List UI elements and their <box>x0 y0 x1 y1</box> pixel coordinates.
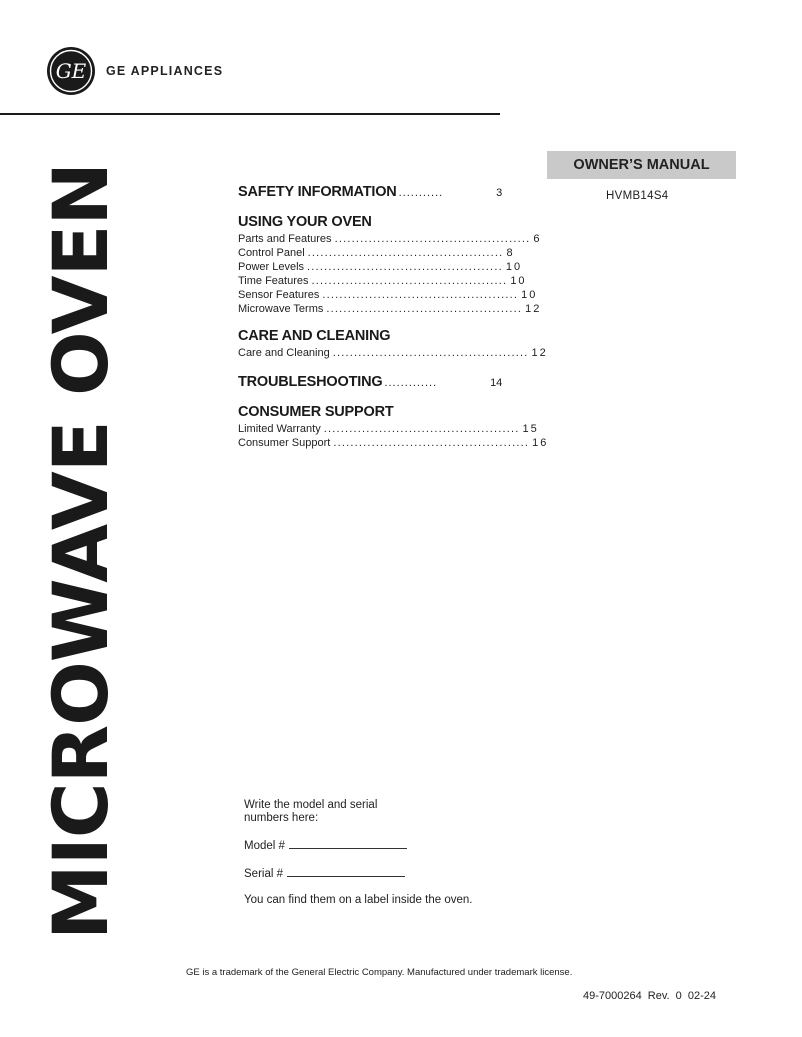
toc-leader: .............................................. <box>326 303 523 315</box>
toc-item[interactable] <box>238 346 548 360</box>
record-numbers-box <box>244 799 474 907</box>
toc-item-label: Control Panel <box>238 247 305 259</box>
toc-item-page: 10 <box>510 275 527 287</box>
toc-leader: .............................................. <box>332 347 529 359</box>
toc-section-title: CARE AND CLEANING <box>238 328 391 344</box>
header-rule <box>0 113 500 115</box>
revision: Rev. 0 <box>647 990 682 1002</box>
toc-leader: ............. <box>384 377 438 389</box>
toc-item-page: 12 <box>531 347 548 359</box>
toc-item-page: 8 <box>506 247 515 259</box>
model-label: Model # <box>244 840 285 852</box>
brand-name: GE APPLIANCES <box>106 64 224 78</box>
toc-page-number: 14 <box>490 377 502 389</box>
ge-logo <box>46 46 96 96</box>
toc-section-consumer <box>238 404 549 450</box>
toc-entry-safety[interactable] <box>238 184 508 200</box>
toc-section-title: TROUBLESHOOTING <box>238 374 383 390</box>
toc-leader: .............................................. <box>307 261 503 273</box>
toc-item-label: Sensor Features <box>238 289 320 301</box>
toc-item-label: Limited Warranty <box>238 423 321 435</box>
serial-label: Serial # <box>244 868 283 880</box>
record-note: You can find them on a label inside the oven. <box>244 894 473 906</box>
toc-page-number: 3 <box>496 187 502 199</box>
serial-blank <box>287 866 405 877</box>
toc-item-page: 6 <box>533 233 542 245</box>
toc-section-title: SAFETY INFORMATION <box>238 184 397 200</box>
toc-item-page: 16 <box>532 437 549 449</box>
model-number: HVMB14S4 <box>606 190 669 202</box>
document-number: 49-7000264 <box>583 990 642 1002</box>
document-number-line <box>583 990 716 1002</box>
toc-item[interactable] <box>238 422 539 436</box>
toc-entry-troubleshooting[interactable] <box>238 374 508 390</box>
vertical-title: MICROWAVE OVEN <box>36 163 125 940</box>
toc-item-page: 10 <box>505 261 523 273</box>
toc-item-label: Care and Cleaning <box>238 347 330 359</box>
toc-item[interactable] <box>238 302 542 316</box>
toc-item[interactable] <box>238 436 549 450</box>
serial-line <box>244 866 474 881</box>
toc-item-label: Time Features <box>238 275 309 287</box>
table-of-contents <box>238 184 549 450</box>
revision-date: 02-24 <box>687 990 716 1002</box>
toc-item[interactable] <box>238 288 538 302</box>
toc-item-label: Microwave Terms <box>238 303 324 315</box>
toc-item[interactable] <box>238 246 515 260</box>
ge-logo-text: GE <box>55 59 87 83</box>
trademark-notice: GE is a trademark of the General Electric Company. Manufactured under trademark license. <box>186 967 573 978</box>
toc-item-label: Consumer Support <box>238 437 331 449</box>
toc-item-label: Parts and Features <box>238 233 332 245</box>
model-blank <box>289 838 407 849</box>
toc-leader: .............................................. <box>334 233 531 245</box>
model-line <box>244 838 474 853</box>
toc-leader: .............................................. <box>322 289 519 301</box>
toc-leader: .............................................. <box>307 247 504 259</box>
toc-section-using <box>238 214 542 316</box>
toc-section-care <box>238 328 548 360</box>
toc-item[interactable] <box>238 274 527 288</box>
toc-section-troubleshooting <box>238 374 508 390</box>
toc-leader: ........... <box>398 187 444 199</box>
toc-leader: .............................................. <box>311 275 508 287</box>
toc-leader: .............................................. <box>323 423 520 435</box>
record-intro: Write the model and serial numbers here: <box>244 799 378 824</box>
toc-item-page: 15 <box>522 423 539 435</box>
toc-section-title: CONSUMER SUPPORT <box>238 404 394 420</box>
toc-item[interactable] <box>238 232 542 246</box>
manual-label: OWNER’S MANUAL <box>547 151 736 179</box>
toc-section-title: USING YOUR OVEN <box>238 214 372 230</box>
toc-item[interactable] <box>238 260 523 274</box>
toc-section-safety <box>238 184 508 200</box>
toc-leader: .............................................. <box>333 437 530 449</box>
toc-item-page: 10 <box>521 289 538 301</box>
toc-item-page: 12 <box>525 303 542 315</box>
toc-item-label: Power Levels <box>238 261 305 273</box>
